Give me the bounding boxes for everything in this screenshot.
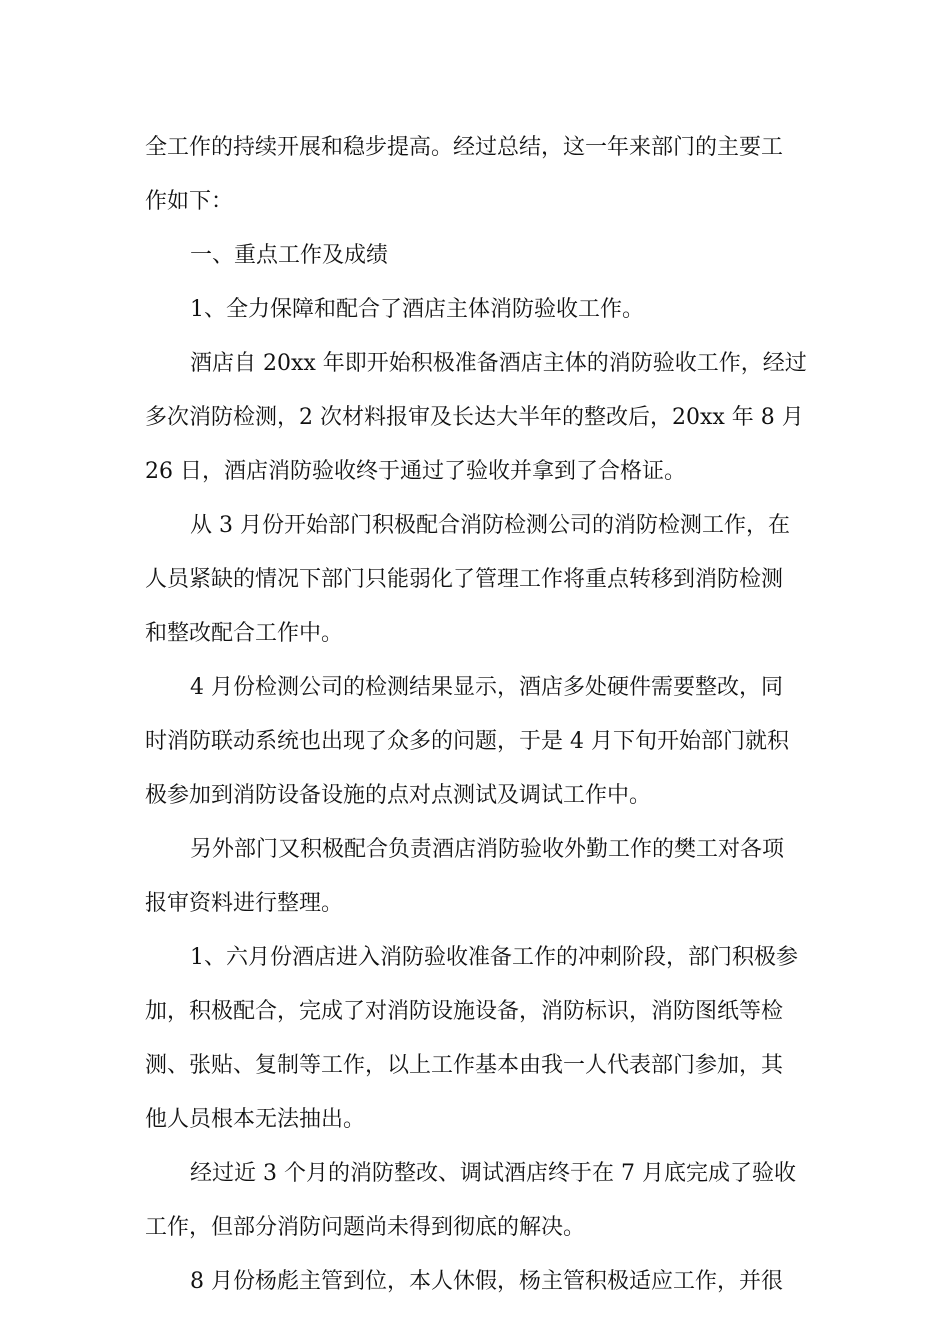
text-line: 人员紧缺的情况下部门只能弱化了管理工作将重点转移到消防检测: [145, 567, 784, 592]
text-line: 工作，但部分消防问题尚未得到彻底的解决。: [145, 1215, 586, 1240]
text-line: 4 月份检测公司的检测结果显示，酒店多处硬件需要整改，同: [190, 675, 783, 700]
text-line: 8 月份杨彪主管到位，本人休假，杨主管积极适应工作，并很: [190, 1269, 783, 1294]
text-line: 多次消防检测，2 次材料报审及长达大半年的整改后，20xx 年 8 月: [145, 405, 804, 430]
text-line: 极参加到消防设备设施的点对点测试及调试工作中。: [145, 783, 652, 808]
text-line: 作如下：: [145, 189, 234, 214]
text-line: 和整改配合工作中。: [145, 621, 344, 646]
text-line: 酒店自 20xx 年即开始积极准备酒店主体的消防验收工作，经过: [190, 351, 807, 376]
text-line: 时消防联动系统也出现了众多的问题，于是 4 月下旬开始部门就积: [145, 729, 789, 754]
text-line: 1、六月份酒店进入消防验收准备工作的冲刺阶段，部门积极参: [190, 945, 798, 970]
text-line: 他人员根本无法抽出。: [145, 1107, 366, 1132]
text-line: 测、张贴、复制等工作，以上工作基本由我一人代表部门参加，其: [145, 1053, 784, 1078]
text-line: 全工作的持续开展和稳步提高。经过总结，这一年来部门的主要工: [145, 135, 784, 160]
text-line: 报审资料进行整理。: [145, 891, 344, 916]
text-line: 加，积极配合，完成了对消防设施设备，消防标识，消防图纸等检: [145, 999, 784, 1024]
text-line: 另外部门又积极配合负责酒店消防验收外勤工作的樊工对各项: [190, 837, 785, 862]
text-line: 从 3 月份开始部门积极配合消防检测公司的消防检测工作，在: [190, 513, 790, 538]
subsection-heading: 1、全力保障和配合了酒店主体消防验收工作。: [190, 297, 644, 322]
text-line: 26 日，酒店消防验收终于通过了验收并拿到了合格证。: [145, 459, 686, 484]
text-line: 经过近 3 个月的消防整改、调试酒店终于在 7 月底完成了验收: [190, 1161, 796, 1186]
section-heading: 一、重点工作及成绩: [190, 243, 389, 268]
